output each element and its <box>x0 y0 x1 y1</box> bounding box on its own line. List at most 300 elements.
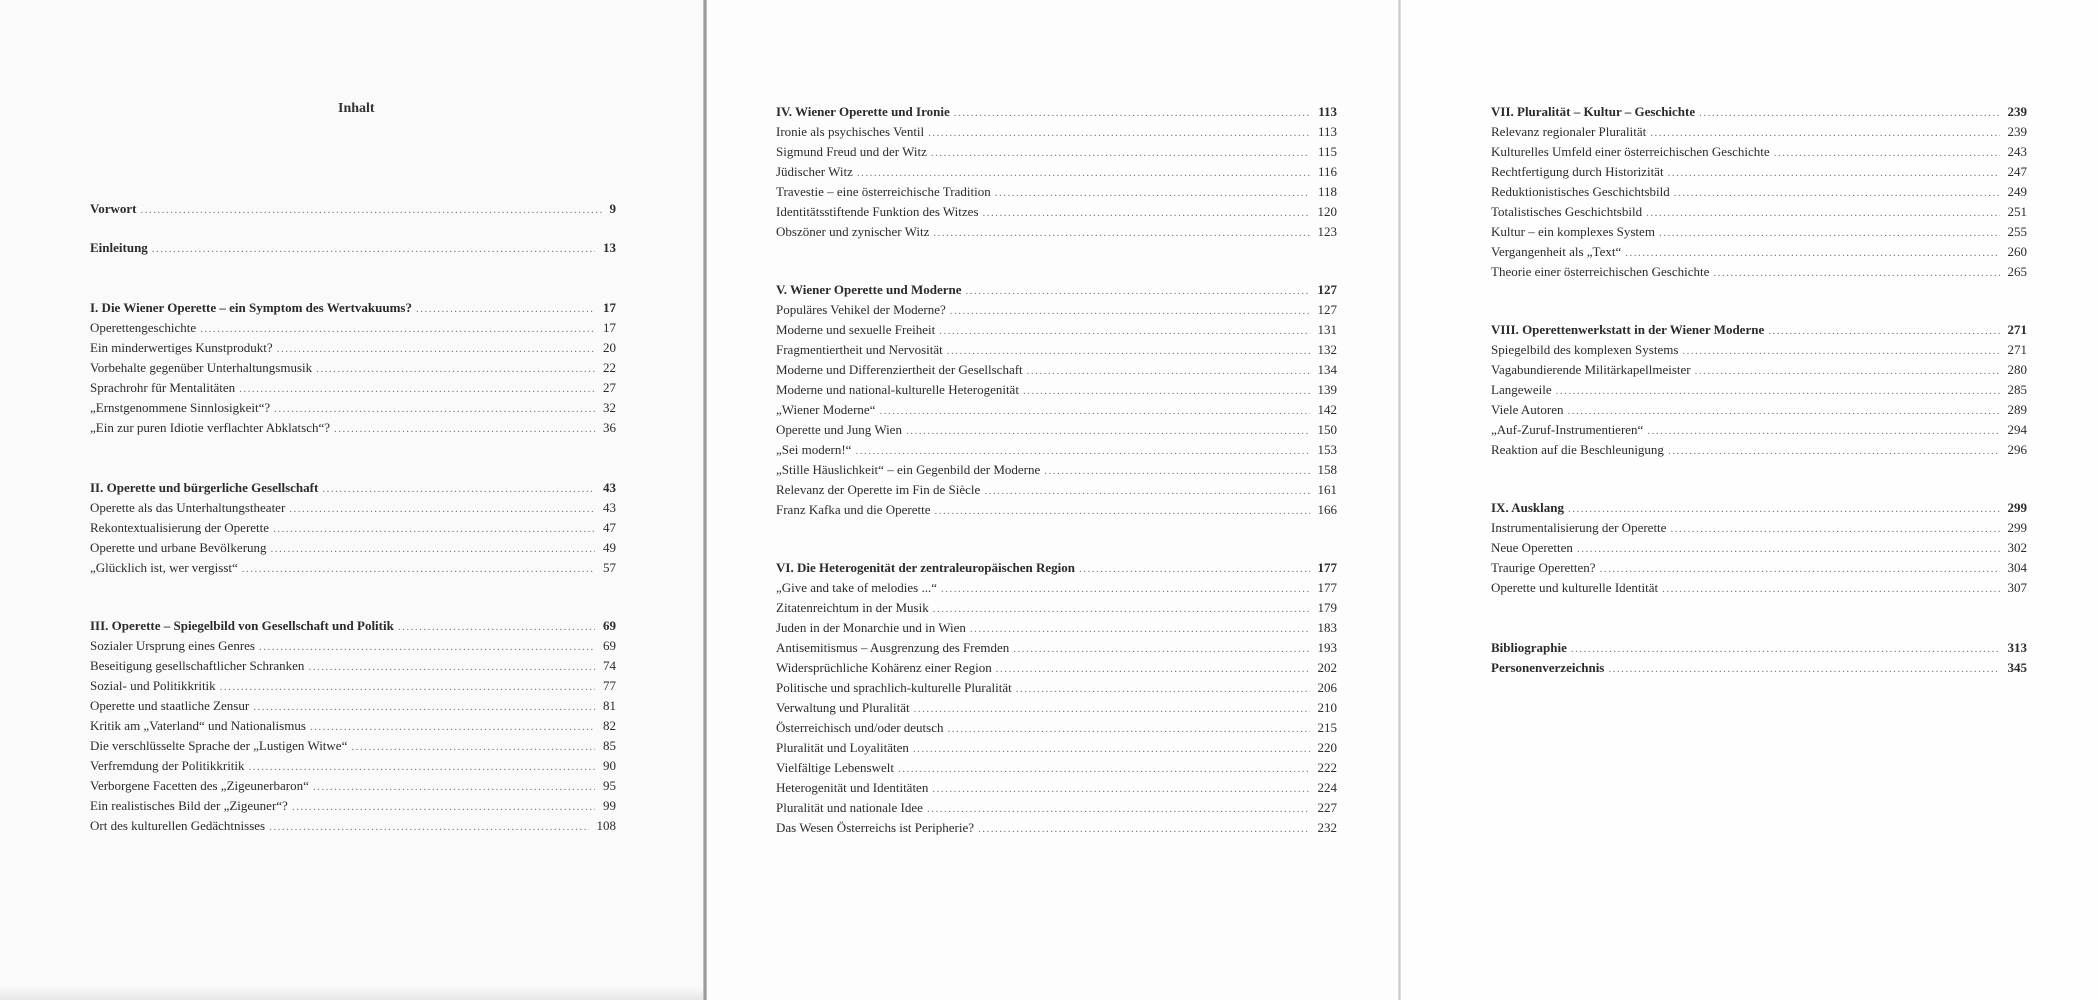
toc-entry-page: 95 <box>603 778 616 793</box>
toc-entry-page: 116 <box>1317 164 1337 179</box>
toc-entry <box>776 618 1337 639</box>
dot-leader <box>259 637 595 657</box>
toc-entry-page: 99 <box>603 798 616 813</box>
dot-leader <box>1659 223 2000 243</box>
dot-leader <box>1013 639 1309 659</box>
toc-entry-title: „Auf-Zuruf-Instrumentieren“ <box>1491 422 1644 437</box>
dot-leader <box>1647 421 1999 441</box>
toc-entry-title: Vorwort <box>90 201 137 216</box>
dot-leader <box>249 757 595 777</box>
dot-leader <box>939 321 1309 341</box>
toc-entry-title: Spiegelbild des komplexen Systems <box>1491 342 1679 357</box>
toc-entry-title: VI. Die Heterogenität der zentraleuropäischen Region <box>776 560 1075 575</box>
dot-leader <box>1608 659 1999 679</box>
toc-entry-page: 177 <box>1317 580 1337 595</box>
toc-entry-page: 166 <box>1317 502 1337 517</box>
toc-entry-title: V. Wiener Operette und Moderne <box>776 282 962 297</box>
toc-entry-page: 158 <box>1317 462 1337 477</box>
dot-leader <box>996 659 1310 679</box>
dot-leader <box>308 657 595 677</box>
dot-leader <box>274 399 595 419</box>
dot-leader <box>398 617 595 637</box>
toc-entry-title: Traurige Operetten? <box>1491 560 1596 575</box>
toc-entry-title: Personenverzeichnis <box>1491 660 1605 675</box>
toc-entry-title: Widersprüchliche Kohärenz einer Region <box>776 660 992 675</box>
toc-entry-page: 108 <box>596 818 616 833</box>
dot-leader <box>927 799 1310 819</box>
toc-entry-title: Sprachrohr für Mentalitäten <box>90 380 236 395</box>
toc-entry-page: 294 <box>2007 422 2027 437</box>
dot-leader <box>914 699 1310 719</box>
toc-entry-page: 271 <box>2007 342 2027 357</box>
toc-chapter-entry <box>1491 320 2027 341</box>
dot-leader <box>1568 401 2000 421</box>
toc-entry-title: Rechtfertigung durch Historizität <box>1491 164 1664 179</box>
toc-entry-title: „Wiener Moderne“ <box>776 402 876 417</box>
toc-entry-title: „Ein zur puren Idiotie verflachter Abklatsch“? <box>90 420 331 435</box>
toc-entry-title: Pluralität und nationale Idee <box>776 800 923 815</box>
toc-entry-title: „Glücklich ist, wer vergisst“ <box>90 560 238 575</box>
toc-title: Inhalt <box>338 101 375 116</box>
toc-entry-page: 82 <box>603 718 616 733</box>
toc-entry-page: 131 <box>1317 322 1337 337</box>
toc-entry-page: 302 <box>2007 540 2027 555</box>
dot-leader <box>316 359 595 379</box>
toc-entry-page: 9 <box>609 201 616 216</box>
toc-entry-page: 177 <box>1317 560 1337 575</box>
toc-entry <box>90 398 616 419</box>
dot-leader <box>995 183 1310 203</box>
toc-entry-title: III. Operette – Spiegelbild von Gesellschaft und Politik <box>90 618 394 633</box>
toc-entry-title: Populäres Vehikel der Moderne? <box>776 302 946 317</box>
toc-entry-page: 49 <box>603 540 616 555</box>
dot-leader <box>1674 183 2000 203</box>
toc-entry <box>1491 360 2027 381</box>
toc-entry <box>1491 400 2027 421</box>
toc-entry <box>776 340 1337 361</box>
toc-entry <box>776 598 1337 619</box>
toc-entry <box>776 440 1337 461</box>
toc-entry-title: Operette und kulturelle Identität <box>1491 580 1659 595</box>
dot-leader <box>933 223 1309 243</box>
toc-entry <box>90 538 616 559</box>
toc-entry-title: Reduktionistisches Geschichtsbild <box>1491 184 1670 199</box>
toc-entry-title: Relevanz der Operette im Fin de Siècle <box>776 482 981 497</box>
toc-entry-page: 13 <box>603 240 616 255</box>
toc-entry-page: 243 <box>2007 144 2027 159</box>
dot-leader <box>351 737 595 757</box>
toc-entry <box>1491 538 2027 559</box>
toc-chapter-entry <box>1491 638 2027 659</box>
toc-entry-page: 265 <box>2007 264 2027 279</box>
toc-entry <box>1491 142 2027 163</box>
dot-leader <box>931 143 1310 163</box>
dot-leader <box>857 163 1310 183</box>
toc-entry <box>776 300 1337 321</box>
toc-entry-page: 132 <box>1317 342 1337 357</box>
dot-leader <box>1577 539 2000 559</box>
toc-entry-page: 206 <box>1317 680 1337 695</box>
toc-entry-page: 280 <box>2007 362 2027 377</box>
toc-entry-page: 47 <box>603 520 616 535</box>
toc-entry <box>776 380 1337 401</box>
toc-entry-title: Einleitung <box>90 240 148 255</box>
toc-entry-title: Identitätsstiftende Funktion des Witzes <box>776 204 979 219</box>
toc-entry-page: 17 <box>603 300 616 315</box>
toc-entry-title: Zitatenreichtum in der Musik <box>776 600 929 615</box>
toc-entry-page: 153 <box>1317 442 1337 457</box>
dot-leader <box>277 339 595 359</box>
dot-leader <box>220 677 595 697</box>
toc-entry <box>776 758 1337 779</box>
toc-entry-page: 22 <box>603 360 616 375</box>
toc-entry-title: „Give and take of melodies ...“ <box>776 580 937 595</box>
toc-entry-title: Jüdischer Witz <box>776 164 853 179</box>
toc-entry-page: 239 <box>2007 124 2027 139</box>
toc-entry-page: 220 <box>1317 740 1337 755</box>
toc-entry-title: Sozialer Ursprung eines Genres <box>90 638 255 653</box>
toc-entry-title: Antisemitismus – Ausgrenzung des Fremden <box>776 640 1010 655</box>
toc-entry <box>90 716 616 737</box>
toc-chapter-entry <box>90 616 616 637</box>
dot-leader <box>140 200 601 220</box>
toc-entry <box>90 518 616 539</box>
dot-leader <box>954 103 1310 123</box>
toc-entry-title: Operettengeschichte <box>90 320 197 335</box>
toc-entry-title: Ironie als psychisches Ventil <box>776 124 925 139</box>
dot-leader <box>950 301 1310 321</box>
toc-entry-page: 345 <box>2007 660 2027 675</box>
dot-leader <box>292 797 595 817</box>
toc-entry-page: 304 <box>2007 560 2027 575</box>
toc-entry <box>776 818 1337 839</box>
toc-entry-page: 127 <box>1317 302 1337 317</box>
toc-entry-page: 118 <box>1317 184 1337 199</box>
dot-leader <box>932 779 1309 799</box>
toc-entry-page: 81 <box>603 698 616 713</box>
toc-entry-title: Neue Operetten <box>1491 540 1573 555</box>
toc-entry-page: 134 <box>1317 362 1337 377</box>
toc-entry-title: Vergangenheit als „Text“ <box>1491 244 1622 259</box>
dot-leader <box>1668 163 2000 183</box>
toc-entry-page: 32 <box>603 400 616 415</box>
dot-leader <box>271 539 595 559</box>
dot-leader <box>1713 263 1999 283</box>
toc-entry-page: 289 <box>2007 402 2027 417</box>
dot-leader <box>1016 679 1310 699</box>
toc-entry-title: Viele Autoren <box>1491 402 1564 417</box>
toc-entry <box>776 460 1337 481</box>
toc-entry-page: 193 <box>1317 640 1337 655</box>
dot-leader <box>966 281 1310 301</box>
toc-entry-title: Franz Kafka und die Operette <box>776 502 931 517</box>
toc-chapter-entry <box>90 238 616 259</box>
dot-leader <box>935 501 1310 521</box>
toc-entry-page: 224 <box>1317 780 1337 795</box>
toc-entry-page: 249 <box>2007 184 2027 199</box>
toc-entry <box>776 798 1337 819</box>
toc-entry-title: Sigmund Freud und der Witz <box>776 144 927 159</box>
dot-leader <box>273 519 595 539</box>
toc-entry <box>1491 340 2027 361</box>
toc-entry <box>776 122 1337 143</box>
toc-entry <box>776 202 1337 223</box>
dot-leader <box>1670 519 1999 539</box>
toc-entry-title: „Ernstgenommene Sinnlosigkeit“? <box>90 400 271 415</box>
dot-leader <box>983 203 1310 223</box>
dot-leader <box>984 481 1309 501</box>
page-shadow <box>0 986 703 1000</box>
toc-entry <box>776 718 1337 739</box>
dot-leader <box>913 739 1310 759</box>
toc-entry <box>776 658 1337 679</box>
toc-entry <box>1491 578 2027 599</box>
toc-entry-page: 57 <box>603 560 616 575</box>
toc-entry-title: Kultur – ein komplexes System <box>1491 224 1655 239</box>
dot-leader <box>906 421 1310 441</box>
toc-entry <box>90 676 616 697</box>
toc-entry-title: I. Die Wiener Operette – ein Symptom des Wertvakuums? <box>90 300 412 315</box>
toc-entry <box>776 320 1337 341</box>
dot-leader <box>416 299 595 319</box>
toc-entry <box>90 498 616 519</box>
toc-chapter-entry <box>90 478 616 499</box>
toc-entry <box>776 420 1337 441</box>
toc-entry-title: Travestie – eine österreichische Tradition <box>776 184 991 199</box>
toc-entry <box>776 678 1337 699</box>
toc-entry-page: 115 <box>1317 144 1337 159</box>
toc-entry-title: Moderne und sexuelle Freiheit <box>776 322 936 337</box>
toc-entry-title: Theorie einer österreichischen Geschichte <box>1491 264 1710 279</box>
toc-entry-page: 296 <box>2007 442 2027 457</box>
dot-leader <box>933 599 1310 619</box>
dot-leader <box>1662 579 1999 599</box>
toc-chapter-entry <box>1491 498 2027 519</box>
toc-entry <box>1491 202 2027 223</box>
dot-leader <box>269 817 588 837</box>
toc-entry <box>1491 518 2027 539</box>
toc-entry <box>1491 380 2027 401</box>
toc-entry-title: Pluralität und Loyalitäten <box>776 740 909 755</box>
toc-entry-page: 247 <box>2007 164 2027 179</box>
toc-entry-page: 77 <box>603 678 616 693</box>
toc-entry-title: Ein realistisches Bild der „Zigeuner“? <box>90 798 288 813</box>
toc-entry-title: Operette und urbane Bevölkerung <box>90 540 267 555</box>
dot-leader <box>334 419 595 439</box>
toc-entry-page: 43 <box>603 480 616 495</box>
dot-leader <box>1079 559 1310 579</box>
dot-leader <box>289 499 595 519</box>
toc-entry-page: 20 <box>603 340 616 355</box>
dot-leader <box>1668 441 2000 461</box>
dot-leader <box>948 719 1310 739</box>
toc-entry-title: Verfremdung der Politikkritik <box>90 758 245 773</box>
toc-entry-title: Totalistisches Geschichtsbild <box>1491 204 1643 219</box>
dot-leader <box>1682 341 1999 361</box>
toc-entry <box>90 558 616 579</box>
toc-entry-title: Obszöner und zynischer Witz <box>776 224 930 239</box>
toc-entry <box>1491 222 2027 243</box>
toc-entry <box>90 776 616 797</box>
toc-entry-title: Vielfältige Lebenswelt <box>776 760 894 775</box>
toc-entry-page: 85 <box>603 738 616 753</box>
toc-entry-page: 239 <box>2007 104 2027 119</box>
right-page <box>1402 0 2098 1000</box>
toc-entry-title: Operette und staatliche Zensur <box>90 698 250 713</box>
toc-entry-title: Moderne und Differenziertheit der Gesellschaft <box>776 362 1023 377</box>
toc-entry-page: 299 <box>2007 500 2027 515</box>
dot-leader <box>242 559 595 579</box>
toc-entry-page: 120 <box>1317 204 1337 219</box>
toc-entry <box>1491 440 2027 461</box>
dot-leader <box>310 717 595 737</box>
toc-entry <box>1491 162 2027 183</box>
toc-entry <box>90 656 616 677</box>
toc-entry-title: Politische und sprachlich-kulturelle Pluralität <box>776 680 1012 695</box>
dot-leader <box>1556 381 2000 401</box>
dot-leader <box>898 759 1310 779</box>
toc-entry-title: Österreichisch und/oder deutsch <box>776 720 944 735</box>
toc-entry-title: Reaktion auf die Beschleunigung <box>1491 442 1664 457</box>
toc-entry <box>776 638 1337 659</box>
toc-entry <box>90 736 616 757</box>
middle-page <box>707 0 1397 1000</box>
toc-entry-page: 183 <box>1317 620 1337 635</box>
toc-entry <box>776 480 1337 501</box>
toc-entry-page: 69 <box>603 618 616 633</box>
toc-entry-title: Operette als das Unterhaltungstheater <box>90 500 286 515</box>
toc-entry-page: 127 <box>1317 282 1337 297</box>
toc-entry <box>776 578 1337 599</box>
toc-entry-title: IV. Wiener Operette und Ironie <box>776 104 950 119</box>
toc-entry-title: Ort des kulturellen Gedächtnisses <box>90 818 266 833</box>
toc-entry-page: 43 <box>603 500 616 515</box>
toc-entry-page: 210 <box>1317 700 1337 715</box>
dot-leader <box>1027 361 1310 381</box>
toc-chapter-entry <box>776 558 1337 579</box>
toc-entry <box>776 500 1337 521</box>
toc-chapter-entry <box>90 199 616 220</box>
toc-entry-title: Kulturelles Umfeld einer österreichischen Geschichte <box>1491 144 1770 159</box>
toc-entry <box>776 162 1337 183</box>
dot-leader <box>928 123 1310 143</box>
toc-entry <box>90 816 616 837</box>
dot-leader <box>253 697 595 717</box>
toc-entry-title: Kritik am „Vaterland“ und Nationalismus <box>90 718 306 733</box>
toc-entry-page: 142 <box>1317 402 1337 417</box>
toc-entry <box>1491 242 2027 263</box>
dot-leader <box>1695 361 2000 381</box>
dot-leader <box>1650 123 1999 143</box>
toc-entry <box>1491 262 2027 283</box>
toc-entry-page: 69 <box>603 638 616 653</box>
toc-entry-page: 139 <box>1317 382 1337 397</box>
toc-entry <box>90 338 616 359</box>
toc-entry-title: Langeweile <box>1491 382 1552 397</box>
dot-leader <box>1768 321 1999 341</box>
toc-entry <box>776 738 1337 759</box>
toc-entry-title: VIII. Operettenwerkstatt in der Wiener Moderne <box>1491 322 1765 337</box>
toc-chapter-entry <box>90 298 616 319</box>
toc-entry-title: Beseitigung gesellschaftlicher Schranken <box>90 658 305 673</box>
toc-entry <box>1491 122 2027 143</box>
toc-entry-title: VII. Pluralität – Kultur – Geschichte <box>1491 104 1696 119</box>
dot-leader <box>1571 639 2000 659</box>
toc-entry-page: 215 <box>1317 720 1337 735</box>
toc-entry-page: 90 <box>603 758 616 773</box>
toc-entry-page: 202 <box>1317 660 1337 675</box>
toc-entry-page: 255 <box>2007 224 2027 239</box>
toc-entry <box>776 360 1337 381</box>
toc-entry-title: Vagabundierende Militärkapellmeister <box>1491 362 1691 377</box>
toc-entry <box>90 378 616 399</box>
toc-entry-title: Instrumentalisierung der Operette <box>1491 520 1667 535</box>
toc-entry <box>1491 420 2027 441</box>
toc-entry <box>1491 182 2027 203</box>
toc-entry-title: Operette und Jung Wien <box>776 422 902 437</box>
toc-entry <box>90 696 616 717</box>
dot-leader <box>1600 559 2000 579</box>
toc-entry-page: 271 <box>2007 322 2027 337</box>
toc-entry-title: Die verschlüsselte Sprache der „Lustigen Witwe“ <box>90 738 348 753</box>
toc-entry-title: Das Wesen Österreichs ist Peripherie? <box>776 820 974 835</box>
dot-leader <box>879 401 1309 421</box>
toc-entry-page: 222 <box>1317 760 1337 775</box>
toc-entry-title: Relevanz regionaler Pluralität <box>1491 124 1647 139</box>
toc-entry-page: 299 <box>2007 520 2027 535</box>
dot-leader <box>313 777 595 797</box>
dot-leader <box>1023 381 1310 401</box>
toc-entry-page: 313 <box>2007 640 2027 655</box>
dot-leader <box>152 239 595 259</box>
toc-entry-title: IX. Ausklang <box>1491 500 1564 515</box>
toc-entry-page: 36 <box>603 420 616 435</box>
toc-entry-title: „Sei modern!“ <box>776 442 852 457</box>
dot-leader <box>941 579 1310 599</box>
toc-entry-page: 123 <box>1317 224 1337 239</box>
toc-entry-page: 27 <box>603 380 616 395</box>
toc-entry-title: Moderne und national-kulturelle Heterogenität <box>776 382 1019 397</box>
toc-entry <box>90 358 616 379</box>
dot-leader <box>855 441 1309 461</box>
toc-entry-page: 232 <box>1317 820 1337 835</box>
dot-leader <box>239 379 595 399</box>
toc-chapter-entry <box>776 280 1337 301</box>
left-page <box>0 0 703 1000</box>
toc-chapter-entry <box>776 102 1337 123</box>
toc-entry-title: Bibliographie <box>1491 640 1567 655</box>
dot-leader <box>1699 103 1999 123</box>
toc-entry-page: 179 <box>1317 600 1337 615</box>
toc-entry-page: 161 <box>1317 482 1337 497</box>
dot-leader <box>1044 461 1309 481</box>
toc-entry-title: „Stille Häuslichkeit“ – ein Gegenbild der Moderne <box>776 462 1041 477</box>
toc-entry <box>776 142 1337 163</box>
toc-entry-page: 260 <box>2007 244 2027 259</box>
toc-entry <box>776 778 1337 799</box>
toc-entry-page: 227 <box>1317 800 1337 815</box>
toc-entry <box>1491 558 2027 579</box>
dot-leader <box>200 319 595 339</box>
toc-entry <box>776 400 1337 421</box>
toc-entry-page: 285 <box>2007 382 2027 397</box>
toc-entry-title: Rekontextualisierung der Operette <box>90 520 270 535</box>
toc-entry-title: Ein minderwertiges Kunstprodukt? <box>90 340 273 355</box>
page-divider <box>1398 0 1401 1000</box>
dot-leader <box>1774 143 2000 163</box>
toc-entry-page: 307 <box>2007 580 2027 595</box>
toc-entry <box>90 418 616 439</box>
